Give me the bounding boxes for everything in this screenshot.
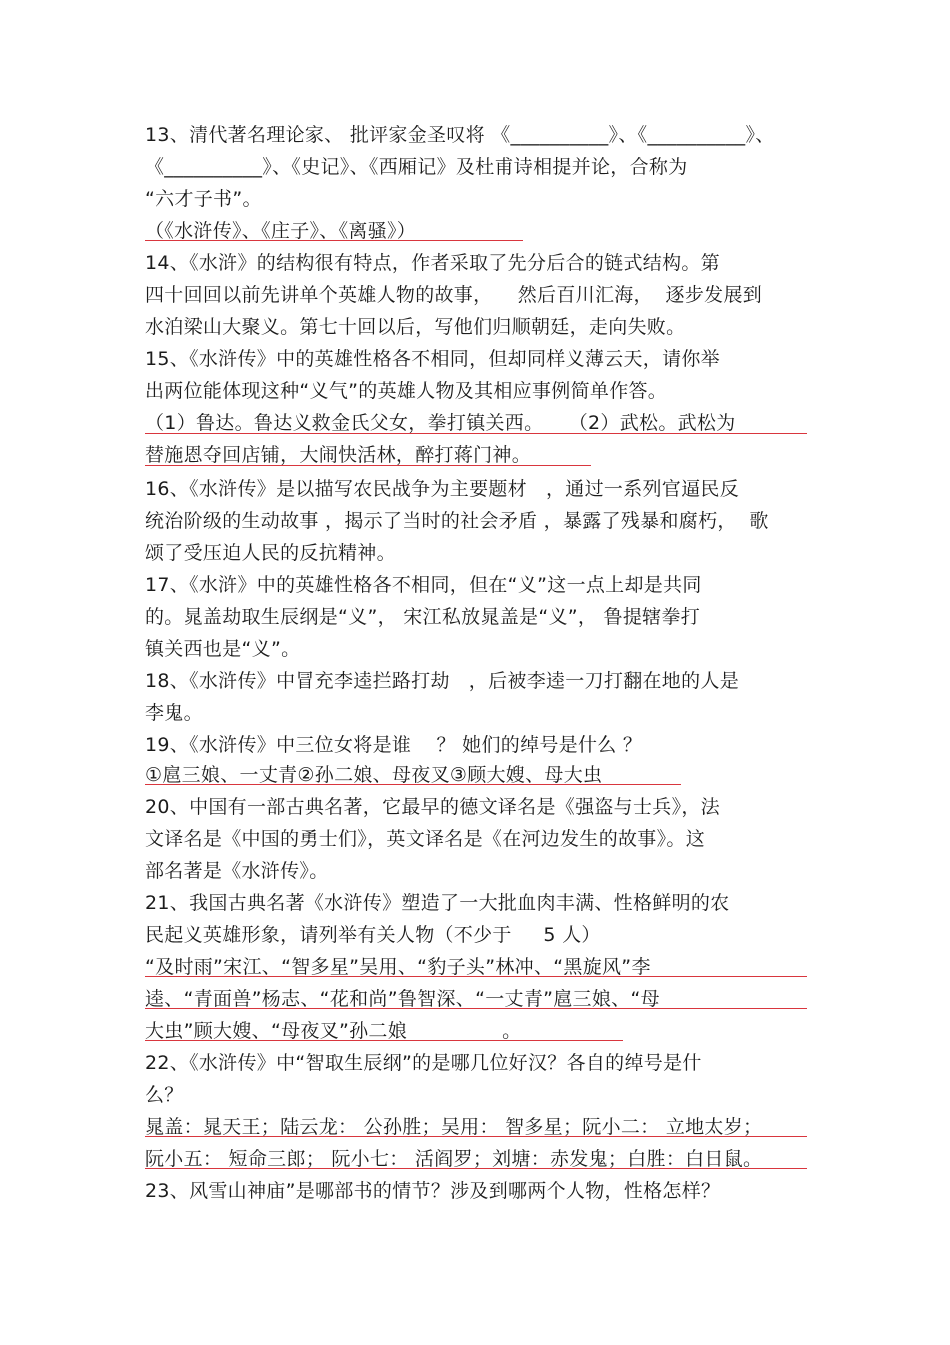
answer-text: （1）鲁达。鲁达义救金氏父女，拳打镇关西。 （2）武松。武松为 <box>145 412 736 434</box>
question-text: 《__________》、《史记》、《西厢记》及杜甫诗相提并论，合称为 <box>145 156 688 178</box>
question-text: 李鬼。 <box>145 702 203 724</box>
answer-underline <box>145 1008 807 1009</box>
question-text: 文译名是《中国的勇士们》，英文译名是《在河边发生的故事》。这 <box>145 828 706 850</box>
question-text: 出两位能体现这种“义气”的英雄人物及其相应事例简单作答。 <box>145 380 668 402</box>
question-text: 颂了受压迫人民的反抗精神。 <box>145 542 396 564</box>
answer-text: 大虫”顾大嫂、“母夜叉”孙二娘 。 <box>145 1020 522 1042</box>
question-text: 19、《水浒传》中三位女将是谁 ？ 她们的绰号是什么 ？ <box>145 734 643 756</box>
question-text: 的。晁盖劫取生辰纲是“义”， 宋江私放晁盖是“义”， 鲁提辖拳打 <box>145 606 701 628</box>
question-text: 14、《水浒》的结构很有特点，作者采取了先分后合的链式结构。第 <box>145 252 720 274</box>
answer-underline <box>145 976 807 977</box>
question-text: 23、风雪山神庙”是哪部书的情节？涉及到哪两个人物，性格怎样？ <box>145 1180 721 1202</box>
answer-text: ①扈三娘、一丈青②孙二娘、母夜叉③顾大嫂、母大虫 <box>145 764 603 786</box>
question-text: 15、《水浒传》中的英雄性格各不相同，但却同样义薄云天，请你举 <box>145 348 720 370</box>
answer-underline <box>145 465 591 466</box>
answer-underline <box>145 433 807 434</box>
question-text: 镇关西也是“义”。 <box>145 638 301 660</box>
answer-underline <box>145 1040 623 1041</box>
question-text: 20、中国有一部古典名著，它最早的德文译名是《强盗与士兵》，法 <box>145 796 720 818</box>
answer-text: 阮小五： 短命三郎； 阮小七： 活阎罗；刘塘：赤发鬼；白胜：白日鼠。 <box>145 1148 763 1170</box>
answer-text: “及时雨”宋江、“智多星”吴用、“豹子头”林冲、“黑旋风”李 <box>145 956 651 978</box>
question-text: 21、我国古典名著《水浒传》塑造了一大批血肉丰满、性格鲜明的农 <box>145 892 730 914</box>
question-text: 18、《水浒传》中冒充李逵拦路打劫 ，后被李逵一刀打翻在地的人是 <box>145 670 739 692</box>
answer-underline <box>145 240 523 241</box>
answer-text: 晁盖：晁天王；陆云龙： 公孙胜；吴用： 智多星；阮小二： 立地太岁； <box>145 1116 763 1138</box>
question-text: 16、《水浒传》是以描写农民战争为主要题材 ，通过一系列官逼民反 <box>145 478 739 500</box>
question-text: 民起义英雄形象，请列举有关人物（不少于 5 人） <box>145 924 601 946</box>
answer-underline <box>145 1136 807 1137</box>
question-text: 么？ <box>145 1084 184 1106</box>
answer-underline <box>145 784 681 785</box>
question-text: “六才子书”。 <box>145 188 262 210</box>
question-text: 水泊梁山大聚义。第七十回以后，写他们归顺朝廷，走向失败。 <box>145 316 686 338</box>
question-text: 部名著是《水浒传》。 <box>145 860 329 882</box>
question-text: 13、清代著名理论家、 批评家金圣叹将 《__________》、《__________》、 <box>145 124 775 146</box>
question-text: 17、《水浒》中的英雄性格各不相同，但在“义”这一点上却是共同 <box>145 574 702 596</box>
answer-underline <box>145 1168 807 1169</box>
answer-text: 替施恩夺回店铺，大闹快活林，醉打蒋门神。 <box>145 444 532 466</box>
answer-text: （《水浒传》、《庄子》、《离骚》） <box>145 220 417 242</box>
answer-text: 逵、“青面兽”杨志、“花和尚”鲁智深、“一丈青”扈三娘、“母 <box>145 988 660 1010</box>
question-text: 统治阶级的生动故事 ，揭示了当时的社会矛盾 ，暴露了残暴和腐朽， 歌 <box>145 510 769 532</box>
question-text: 四十回回以前先讲单个英雄人物的故事， 然后百川汇海， 逐步发展到 <box>145 284 763 306</box>
question-text: 22、《水浒传》中“智取生辰纲”的是哪几位好汉？各自的绰号是什 <box>145 1052 702 1074</box>
